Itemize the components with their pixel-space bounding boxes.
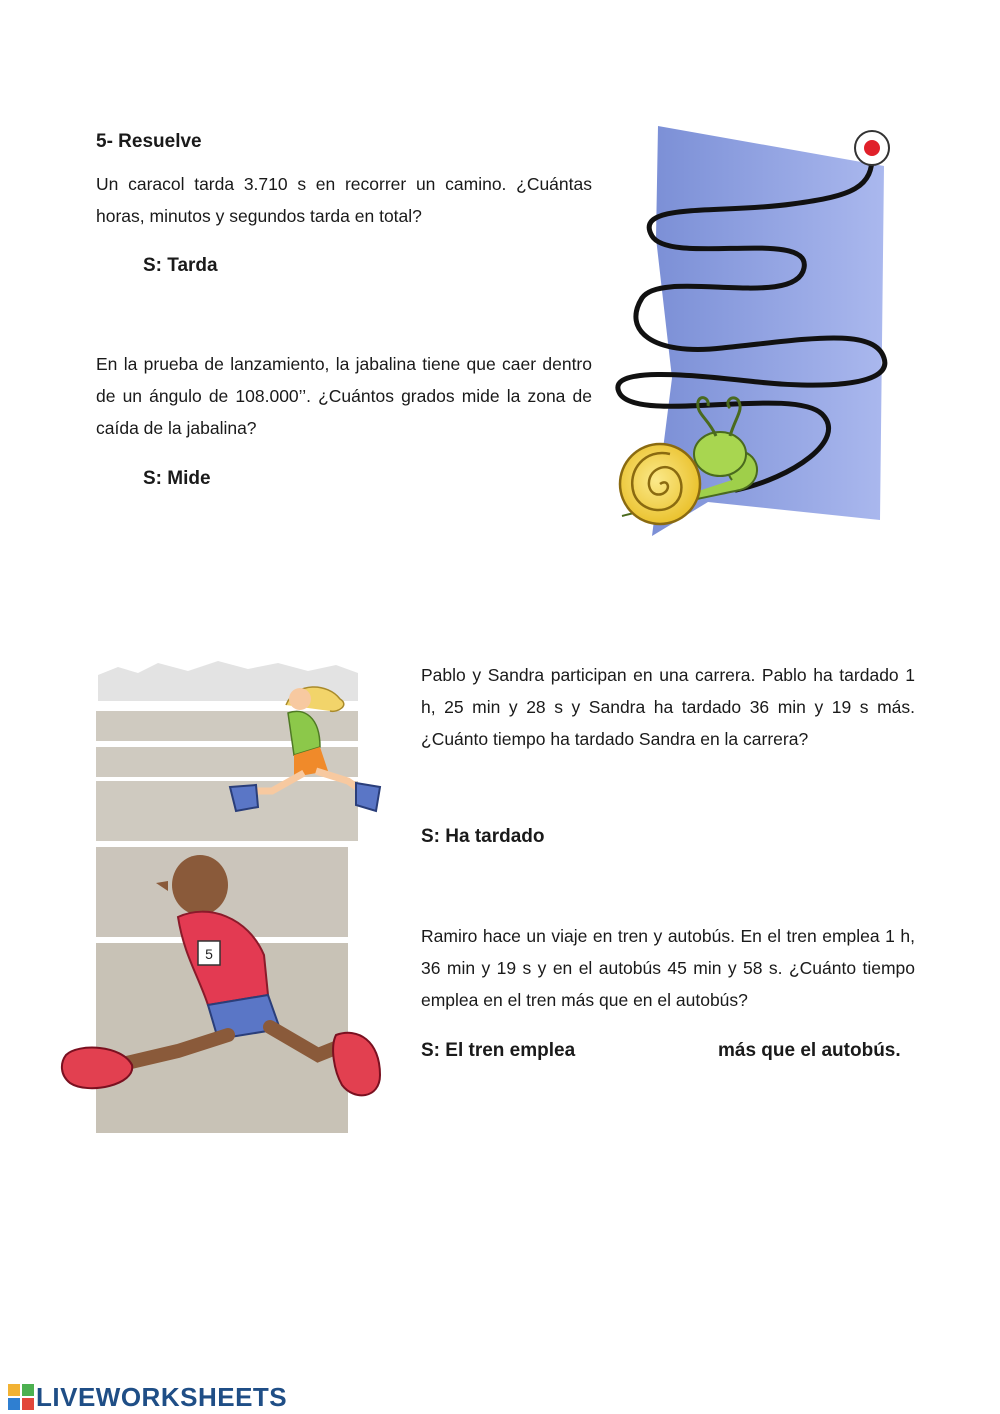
problem-3-text: Pablo y Sandra participan en una carrera. Pablo ha tardado 1 h, 25 min y 28 s y Sandra ha tardado 36 min y 19 s más. ¿Cuánto tiempo ha tardado Sandra en la carrera? <box>421 665 915 749</box>
runner-bib-number: 5 <box>205 946 213 962</box>
target-dot <box>864 140 880 156</box>
problem-1-answer-input[interactable] <box>232 251 576 281</box>
logo-text: LIVEWORKSHEETS <box>36 1381 288 1412</box>
problem-2-text: En la prueba de lanzamiento, la jabalina tiene que caer dentro de un ángulo de 108.000’’. ¿Cuántos grados mide la zona de caída de la jabalina? <box>96 354 592 438</box>
snail-head <box>694 432 746 476</box>
section-heading: 5- Resuelve <box>96 131 202 152</box>
problem-4-answer-input[interactable] <box>592 1036 716 1066</box>
problem-3-answer-input[interactable] <box>560 822 914 852</box>
track-lane <box>96 781 358 841</box>
problem-1-text: Un caracol tarda 3.710 s en recorrer un camino. ¿Cuántas horas, minutos y segundos tarda en total? <box>96 174 592 226</box>
problem-3-answer-label: S: Ha tardado <box>421 826 545 847</box>
problem-4-answer-suffix: más que el autobús. <box>718 1040 901 1061</box>
liveworksheets-logo <box>8 1380 287 1414</box>
runners-illustration <box>58 655 393 1145</box>
snail-illustration <box>612 118 902 550</box>
problem-2-answer-label: S: Mide <box>143 468 211 489</box>
problem-4-answer-label: S: El tren emplea <box>421 1040 576 1061</box>
problem-1-answer-label: S: Tarda <box>143 255 218 276</box>
problem-4-text: Ramiro hace un viaje en tren y autobús. En el tren emplea 1 h, 36 min y 19 s y en el autobús 45 min y 58 s. ¿Cuánto tiempo emplea en el tren más que en el autobús? <box>421 926 915 1010</box>
logo-blocks-icon <box>8 1384 34 1410</box>
problem-2-answer-input[interactable] <box>222 464 576 494</box>
